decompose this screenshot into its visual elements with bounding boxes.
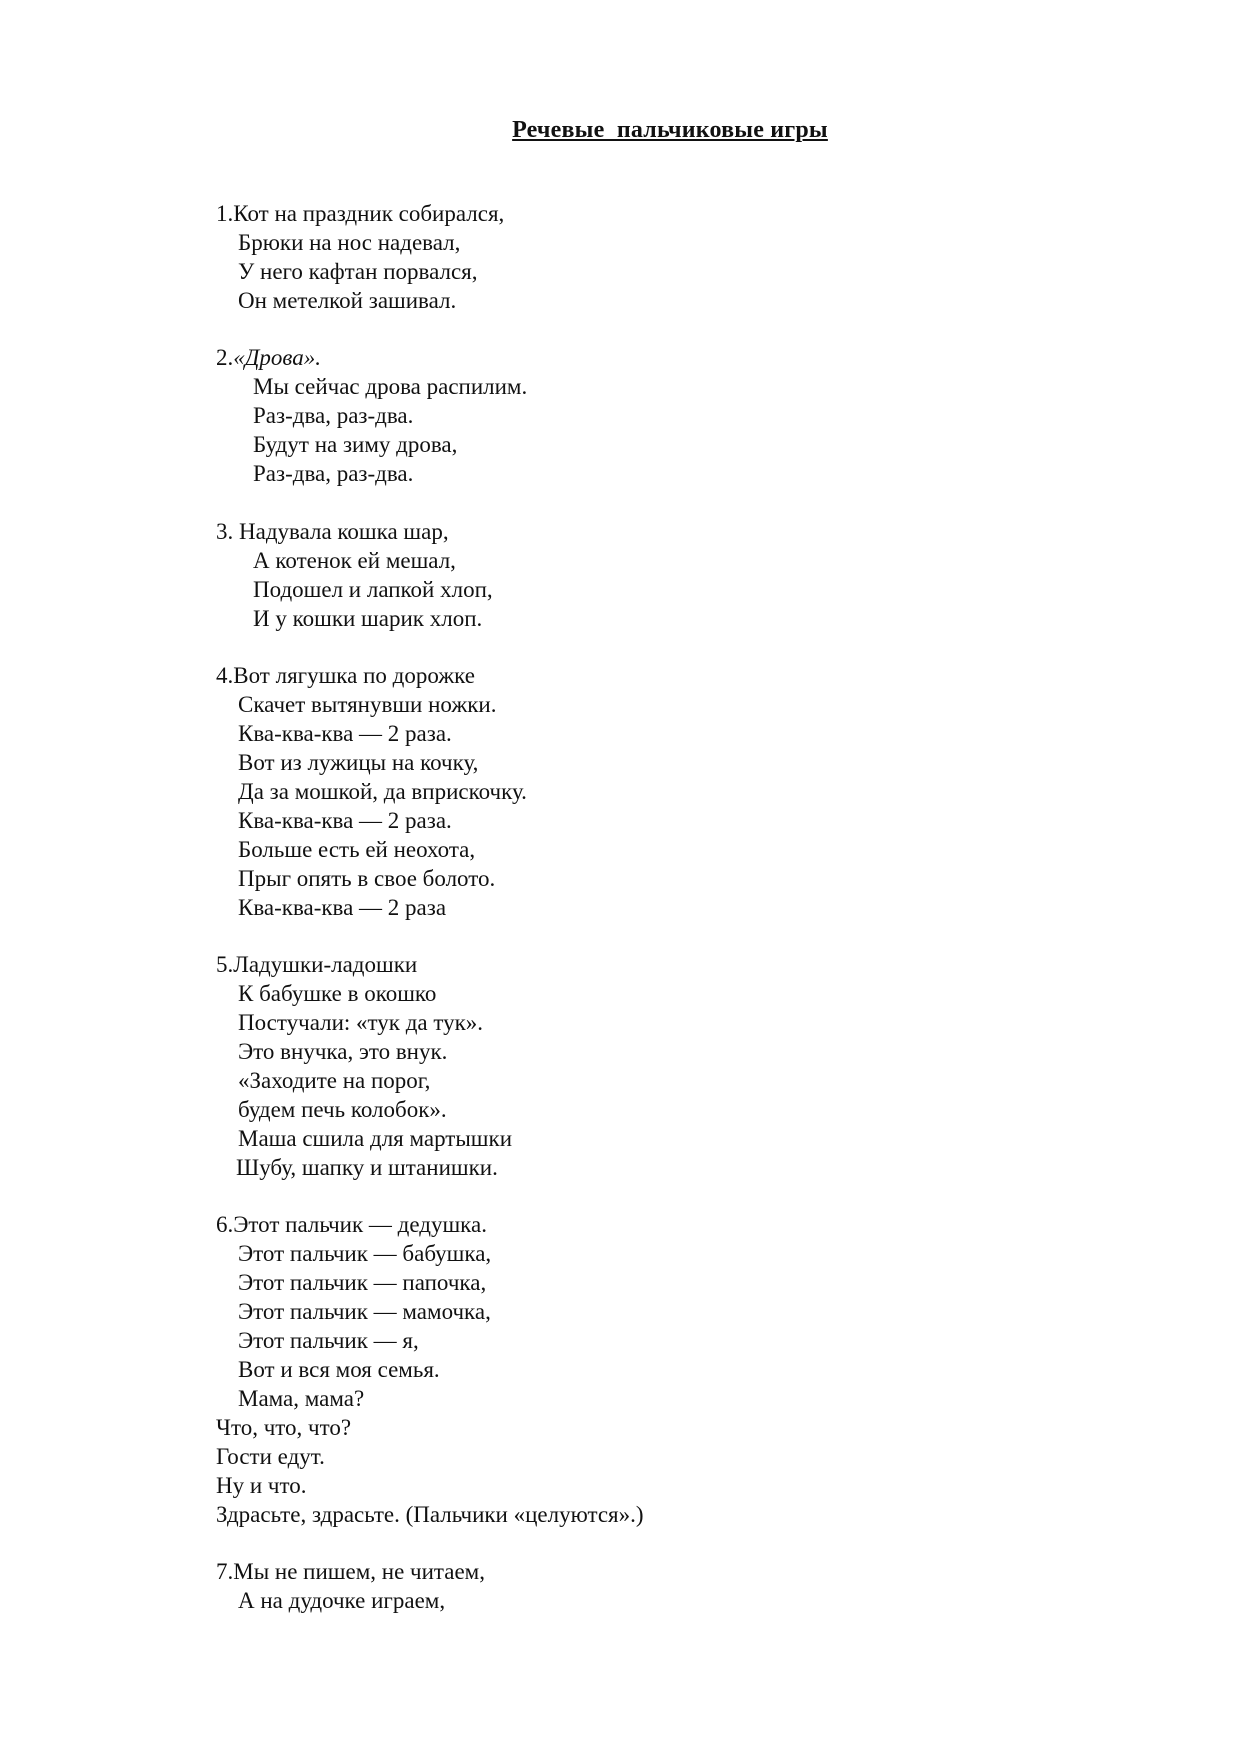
poem-7	[216, 1557, 485, 1615]
poem-line: Этот пальчик — папочка,	[238, 1270, 487, 1295]
poem-line: Раз-два, раз-два.	[253, 461, 414, 486]
poem-line: 1.Кот на праздник собирался,	[216, 201, 505, 226]
poem-5	[216, 950, 512, 1182]
poem-line: Это внучка, это внук.	[238, 1039, 448, 1064]
poem-3	[216, 517, 493, 633]
poem-line: Мы сейчас дрова распилим.	[253, 374, 528, 399]
poem-line: Мама, мама?	[238, 1386, 365, 1411]
poem-line: Шубу, шапку и штанишки.	[236, 1155, 498, 1180]
poem-line: Здрасьте, здрасьте. (Пальчики «целуются».)	[216, 1502, 644, 1527]
poem-line: Маша сшила для мартышки	[238, 1126, 513, 1151]
document-title: Речевые пальчиковые игры	[512, 117, 828, 143]
poem-line: Больше есть ей неохота,	[238, 837, 476, 862]
poem-line: Скачет вытянувши ножки.	[238, 692, 497, 717]
poem-line: будем печь колобок».	[238, 1097, 447, 1122]
poem-line: Да за мошкой, да вприскочку.	[238, 779, 527, 804]
poem-line: Вот и вся моя семья.	[238, 1357, 440, 1382]
poem-line: Ну и что.	[216, 1473, 307, 1498]
poem-6	[216, 1210, 644, 1529]
poem-heading	[216, 343, 527, 372]
poem-line: Что, что, что?	[216, 1415, 352, 1440]
poem-line: Ква-ква-ква — 2 раза	[238, 895, 447, 920]
poem-line: Гости едут.	[216, 1444, 325, 1469]
poem-line: 5.Ладушки-ладошки	[216, 952, 418, 977]
poem-line: К бабушке в окошко	[238, 981, 437, 1006]
poem-line: 4.Вот лягушка по дорожке	[216, 663, 475, 688]
poem-2	[216, 343, 527, 488]
poem-line: И у кошки шарик хлоп.	[253, 606, 483, 631]
poem-line: 3. Надувала кошка шар,	[216, 519, 449, 544]
poem-number: 2.	[216, 345, 234, 370]
poem-line: Раз-два, раз-два.	[253, 403, 414, 428]
poem-1	[216, 199, 504, 315]
poem-line: «Заходите на порог,	[238, 1068, 431, 1093]
poem-4	[216, 661, 527, 922]
poem-title: «Дрова».	[233, 345, 321, 370]
poem-line: Этот пальчик — я,	[238, 1328, 419, 1353]
poem-line: Ква-ква-ква — 2 раза.	[238, 808, 452, 833]
poem-line: Будут на зиму дрова,	[253, 432, 458, 457]
poem-line: Этот пальчик — мамочка,	[238, 1299, 491, 1324]
poem-line: А на дудочке играем,	[238, 1588, 446, 1613]
poem-line: А котенок ей мешал,	[253, 548, 456, 573]
poem-line: 7.Мы не пишем, не читаем,	[216, 1559, 485, 1584]
poem-line: Этот пальчик — бабушка,	[238, 1241, 492, 1266]
poem-line: Он метелкой зашивал.	[238, 288, 457, 313]
poem-line: 6.Этот пальчик — дедушка.	[216, 1212, 487, 1237]
poem-line: Вот из лужицы на кочку,	[238, 750, 479, 775]
poem-line: Прыг опять в свое болото.	[238, 866, 496, 891]
poem-line: У него кафтан порвался,	[238, 259, 478, 284]
poem-line: Брюки на нос надевал,	[238, 230, 461, 255]
poem-line: Ква-ква-ква — 2 раза.	[238, 721, 452, 746]
poem-line: Подошел и лапкой хлоп,	[253, 577, 493, 602]
poem-line: Постучали: «тук да тук».	[238, 1010, 484, 1035]
